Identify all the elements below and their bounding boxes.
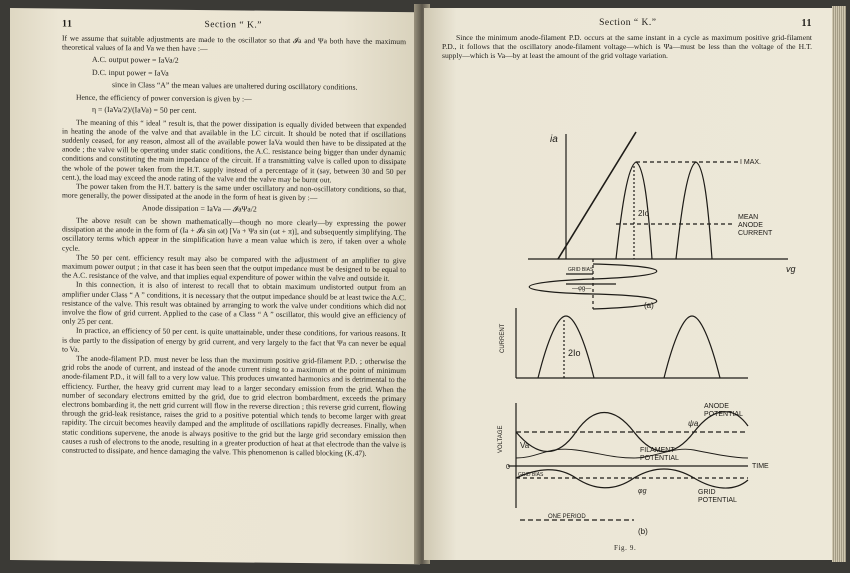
anode-potential-label-2: POTENTIAL	[704, 411, 743, 418]
right-body-text	[442, 33, 812, 61]
current-pulse-2	[664, 316, 720, 378]
paragraph: In practice, an efficiency of 50 per cent. is quite unattainable, under these conditions, for various reasons. It is due partly to the dissipation of energy by grid current, and very largely to the fact that Ψa can never be equal to Va.	[62, 326, 406, 354]
current-label: CURRENT	[738, 230, 773, 237]
ia-label: ia	[550, 134, 558, 145]
page-edges	[832, 6, 846, 562]
paragraph: The anode-filament P.D. must never be less than the maximum positive grid-filament P.D. ; otherwise the grid robs the anode of current, and instead of the anode current rising to a maximum at the point of minimum anode-filament P.D., it will fall to a very low value. This produces unwanted harmonics and is detrimental to the efficiency. Further, the heavy grid current may lead to a larger secondary emission from the grid. When the number of secondary electrons emitted by the grid, due to grid electron bombardment, exceeds the primary electrons bombarding it, the nett grid current will flow in the reverse direction ; this reverse grid current, flowing through the grid-leak resistance, raises the grid to a positive potential which tends to become larger with great rapidity. The circuit becomes heavily damped and the amplitude of oscillations rapidly decreases. Finally, when static conditions supervene, the anode is always positive to the grid but the large grid secondary emission then causes a rush of electrons to the anode, resulting in a greater production of heat at that electrode than the valve is constructed to dissipate, and hence damaging the valve. This phenomenon is called blocking (K.47).	[62, 353, 406, 458]
paragraph: Since the minimum anode-filament P.D. occurs at the same instant in a cycle as maximum positive grid-filament P.D., it follows that the oscillatory anode-filament voltage—which is Ψa—must be less than the voltage of the H.T. supply—which is Va—by at least the amount of the grid voltage variation.	[442, 33, 812, 61]
paragraph: The 50 per cent. efficiency result may also be compared with the adjustment of an amplifier to give maximum power output ; in that case it has been seen that the output impedance must be designed to be equal to the A.C. resistance of the valve, and that implies equal expenditure of power within the valve and outside it.	[62, 252, 406, 284]
right-page	[424, 8, 832, 560]
imax-label: I MAX.	[740, 159, 762, 166]
equation-note: since in Class “A” the mean values are unaltered during oscillatory conditions.	[112, 80, 358, 93]
paragraph: Hence, the efficiency of power conversion is given by :—	[76, 92, 252, 104]
two-io-label: 2Io	[568, 348, 581, 358]
filament-potential-label: POTENTIAL	[640, 455, 679, 462]
zero-label: 0	[506, 464, 510, 471]
mean-label: MEAN	[738, 214, 759, 221]
right-page-number: 11	[801, 18, 812, 29]
equation-efficiency: η = (IaVa/2)/(IaVa) = 50 per cent.	[92, 104, 197, 116]
grid-potential-label: POTENTIAL	[698, 497, 737, 504]
current-pulse-1	[538, 316, 594, 378]
paragraph: In this connection, it is also of interest to recall that to obtain maximum undistorted output from an amplifier under Class “ A ” conditions, it is necessary that the output impedance should be at least twice the A.C. resistance of the valve. This result was obtained by arranging to work the valve under conditions which did not involve the flow of grid current. Applied to the case of a Class “ A ” oscillator, this would give an efficiency of only 25 per cent.	[62, 280, 406, 327]
figure-a-label: (a)	[644, 301, 654, 310]
grid-bias-label: GRID BIAS	[568, 267, 594, 273]
current-ylabel: CURRENT	[500, 323, 506, 353]
vg-label: vg	[786, 264, 796, 274]
anode-current-pulse-2	[676, 162, 712, 259]
anode-label: ANODE	[738, 222, 763, 229]
filament-label: FILAMENT	[640, 447, 675, 454]
right-header	[442, 18, 812, 29]
left-page-number: 11	[62, 18, 73, 30]
phig-label: φg	[638, 488, 647, 495]
phi-label: —φg—	[572, 286, 592, 292]
grid-label: GRID	[698, 489, 716, 496]
voltage-ylabel: VOLTAGE	[498, 425, 504, 453]
two-io-label: 2Io	[638, 209, 650, 218]
paragraph: The above result can be shown mathematically—though no more clearly—by expressing the power dissipation at the anode in the form of (Ia + 𝓘a sin ωt) [Va + Ψa sin (ωt + π)], and subsequently simplifying. The oscillatory terms which appear in the simplification have a mean value which is zero, if taken over a whole cycle.	[62, 215, 406, 253]
paragraph: If we assume that suitable adjustments are made to the oscillator so that 𝓘a and Ψa both have the maximum theoretical values of Ia and Va we then have :—	[62, 33, 406, 54]
time-label: TIME	[752, 463, 769, 470]
left-body-text	[62, 34, 406, 459]
left-section-title: Section “ K.”	[204, 20, 262, 31]
one-period-label: ONE PERIOD	[548, 514, 586, 520]
equation-anode-dissipation: Anode dissipation = IaVa — 𝓘aΨa/2	[142, 203, 257, 215]
right-section-title: Section “ K.”	[599, 18, 657, 28]
figure-b-waveforms	[448, 308, 808, 548]
figure-a-valve-characteristic	[448, 104, 808, 314]
grid-bias-label: GRID BIAS	[518, 472, 544, 478]
anode-potential-label: ANODE	[704, 403, 729, 410]
psi-label: ψa	[688, 419, 699, 428]
equation-ac-output: A.C. output power = IaVa/2	[92, 55, 179, 66]
figure-b-label: (b)	[638, 527, 648, 536]
va-label: Va	[520, 441, 530, 450]
figure-caption: Fig. 9.	[614, 544, 637, 552]
equation-dc-input: D.C. input power = IaVa	[92, 67, 169, 78]
left-page	[10, 8, 420, 564]
filament-potential-wave	[516, 449, 748, 458]
paragraph: The meaning of this “ ideal ” result is, that the power dissipation is equally divided between that expended in heating the anode of the valve and that available in the LC circuit. It should be noted that if oscillations suddenly ceased, for any reason, almost all of the available power IaVa would then have to be dissipated at the anode ; the valve will be operating under static conditions, the A.C. resistance being bigger than under dynamic conditions and constituting the main impedance of the circuit. If a transmitting valve is called upon to dissipate the whole of the power taken from the H.T. supply instead of a percentage of it (say, between 30 and 50 per cent.), the load may exceed the anode rating of the valve and the valve may be burnt out.	[62, 117, 406, 185]
left-header	[62, 19, 406, 34]
paragraph: The power taken from the H.T. battery is the same under oscillatory and non-oscillatory conditions, so that, more generally, the power dissipated at the anode in the form of heat is given by :—	[62, 181, 406, 203]
